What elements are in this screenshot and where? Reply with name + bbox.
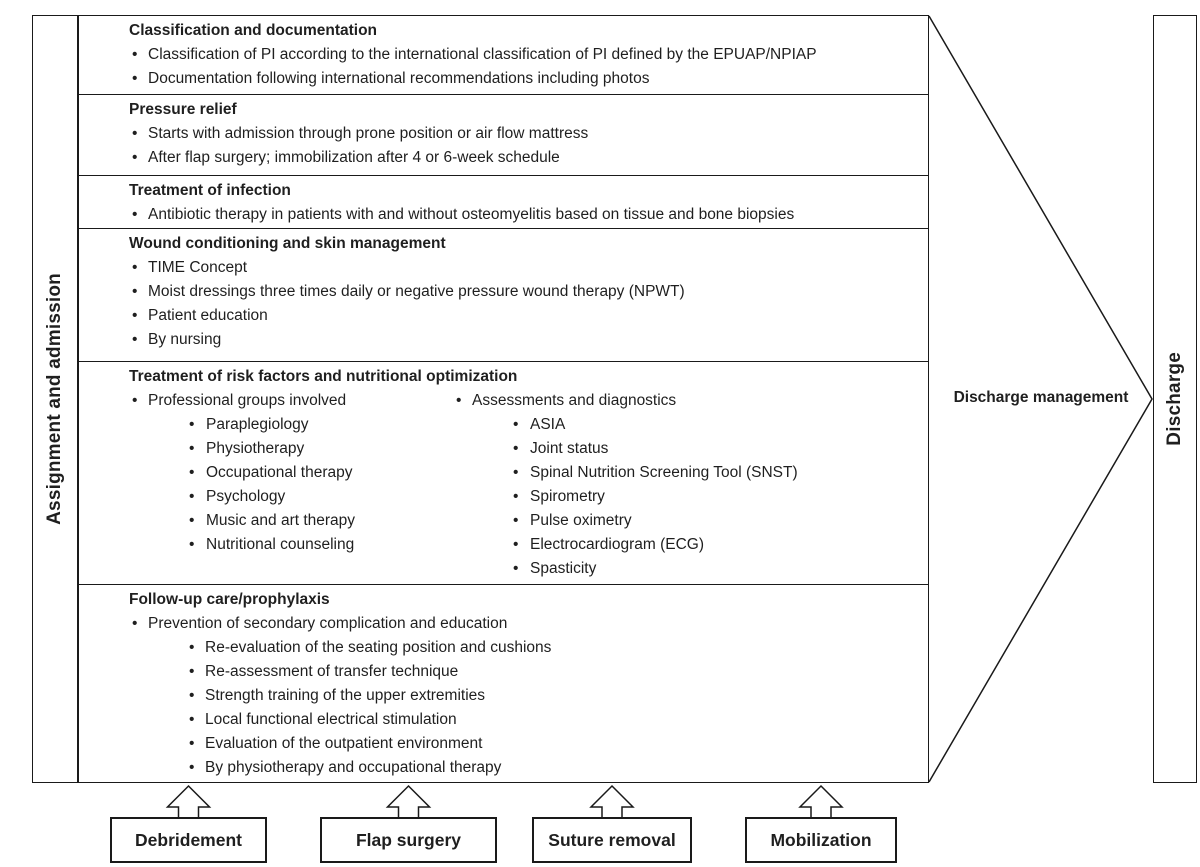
sub-bullet-item: • Nutritional counseling: [132, 533, 456, 557]
milestone-label: Mobilization: [770, 830, 872, 850]
sub-bullet-item: • By physiotherapy and occupational therapy: [79, 756, 928, 780]
milestone-box: [745, 817, 897, 863]
section-title: Follow-up care/prophylaxis: [129, 591, 330, 608]
sub-bullet-item: • Psychology: [132, 485, 456, 509]
treatment-section: [79, 362, 928, 585]
sub-bullet-item: • Evaluation of the outpatient environment: [79, 732, 928, 756]
sub-bullet-item: • Spasticity: [456, 557, 798, 581]
assignment-admission-bar: [32, 15, 78, 783]
bullet-item: • Documentation following international recommendations including photos: [79, 67, 928, 91]
treatment-section: [79, 95, 928, 176]
milestone-label: Debridement: [135, 830, 242, 850]
sub-bullet-item: • Joint status: [456, 437, 798, 461]
assignment-admission-label: Assignment and admission: [44, 273, 65, 525]
discharge-bar: [1153, 15, 1197, 783]
section-title: Classification and documentation: [129, 22, 378, 39]
section-title: Treatment of infection: [129, 182, 291, 199]
treatment-section: [79, 176, 928, 229]
sub-bullet-item: • Paraplegiology: [132, 413, 456, 437]
sub-bullet-item: • Occupational therapy: [132, 461, 456, 485]
section-title: Pressure relief: [129, 101, 237, 118]
sub-bullet-item: • Local functional electrical stimulation: [79, 708, 928, 732]
treatment-section: [79, 229, 928, 362]
bullet-item: • Prevention of secondary complication and education: [79, 612, 928, 636]
two-column-list: [132, 389, 928, 581]
discharge-management-label: Discharge management: [953, 389, 1129, 406]
treatment-section: [79, 585, 928, 782]
sub-bullet-item: • Electrocardiogram (ECG): [456, 533, 798, 557]
bullet-item: • TIME Concept: [79, 256, 928, 280]
treatment-sections-box: [78, 15, 929, 783]
milestone-box: [320, 817, 497, 863]
sub-bullet-item: • Re-evaluation of the seating position and cushions: [79, 636, 928, 660]
up-arrow-icon: [388, 786, 430, 818]
bullet-item: • Starts with admission through prone position or air flow mattress: [79, 122, 928, 146]
sub-bullet-item: • Spirometry: [456, 485, 798, 509]
up-arrow-icon: [168, 786, 210, 818]
milestone-box: [532, 817, 692, 863]
bullet-item: • After flap surgery; immobilization after 4 or 6-week schedule: [79, 146, 928, 170]
milestone-box: [110, 817, 267, 863]
up-arrow-icon: [591, 786, 633, 818]
up-arrow-icon: [800, 786, 842, 818]
sub-bullet-item: • Re-assessment of transfer technique: [79, 660, 928, 684]
section-title: Treatment of risk factors and nutritional optimization: [129, 368, 518, 385]
bullet-item: • Antibiotic therapy in patients with and without osteomyelitis based on tissue and bone biopsies: [79, 203, 928, 227]
bullet-column: [456, 389, 798, 581]
bullet-item: • Professional groups involved: [132, 389, 456, 413]
treatment-section: [79, 16, 928, 95]
sub-bullet-item: • Music and art therapy: [132, 509, 456, 533]
bullet-item: • Moist dressings three times daily or negative pressure wound therapy (NPWT): [79, 280, 928, 304]
bullet-column: [132, 389, 456, 581]
sub-bullet-item: • Strength training of the upper extremities: [79, 684, 928, 708]
sub-bullet-item: • Spinal Nutrition Screening Tool (SNST): [456, 461, 798, 485]
milestone-label: Flap surgery: [355, 830, 462, 850]
bullet-item: • Assessments and diagnostics: [456, 389, 798, 413]
milestone-label: Suture removal: [548, 830, 676, 850]
discharge-label: Discharge: [1164, 352, 1185, 446]
sub-bullet-item: • Physiotherapy: [132, 437, 456, 461]
sub-bullet-item: • ASIA: [456, 413, 798, 437]
bullet-item: • Patient education: [79, 304, 928, 328]
bullet-item: • Classification of PI according to the international classification of PI defined by the EPUAP/NPIAP: [79, 43, 928, 67]
sub-bullet-item: • Pulse oximetry: [456, 509, 798, 533]
bullet-item: • By nursing: [79, 328, 928, 352]
section-title: Wound conditioning and skin management: [129, 235, 446, 252]
